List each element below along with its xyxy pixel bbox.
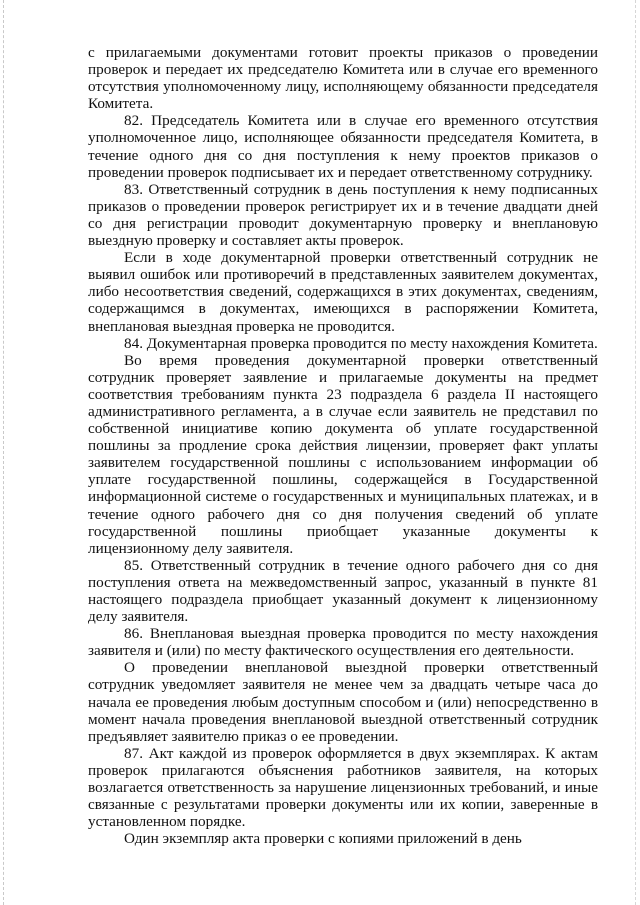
document-body <box>88 44 598 847</box>
paragraph-87: 87. Акт каждой из проверок оформляется в двух экземплярах. К актам проверок прилагаются объяснения работников заявителя, на которых возлагается ответственность за нарушение лицензионных требований, и иные связанные с результатами проверки документы или их копии, заверенные в установленном порядке. <box>88 744 598 831</box>
paragraph-87-continued: Один экземпляр акта проверки с копиями приложений в день <box>124 830 522 848</box>
paragraph-86-notice: О проведении внеплановой выездной проверки ответственный сотрудник уведомляет заявителя не менее чем за двадцать четыре часа до начала ее проведения любым доступным способом и (или) непосредственно в момент начала проведения внеплановой выездной ответственный сотрудник предъявляет заявителю приказ о ее проведении. <box>88 659 598 745</box>
scan-right-edge <box>635 0 637 905</box>
paragraph-83: 83. Ответственный сотрудник в день поступления к нему подписанных приказов о проведении проверок регистрирует их и в течение двадцати дней со дня регистрации проводит документарную проверку и внеплановую выездную проверку и составляет акты проверок. <box>88 180 598 250</box>
paragraph-82: 82. Председатель Комитета или в случае его временного отсутствия уполномоченное лицо, исполняющее обязанности председателя Комитета, в течение одного дня со дня поступления к нему проектов приказов о проведении проверок подписывает их и передает ответственному сотруднику. <box>88 112 598 181</box>
paragraph-84: 84. Документарная проверка проводится по месту нахождения Комитета. <box>124 334 598 352</box>
paragraph-86: 86. Внеплановая выездная проверка проводится по месту нахождения заявителя и (или) по месту фактического осуществления его деятельности. <box>88 625 598 660</box>
paragraph-83-note: Если в ходе документарной проверки ответственный сотрудник не выявил ошибок или противоречий в представленных заявителем документах, либо несоответствия сведений, содержащихся в этих документах, сведениям, содержащимся в документах, имеющихся в распоряжении Комитета, внеплановая выездная проверка не проводится. <box>88 249 598 335</box>
scan-left-edge <box>3 0 5 905</box>
paragraph-85: 85. Ответственный сотрудник в течение одного рабочего дня со дня поступления ответа на межведомственный запрос, указанный в пункте 81 настоящего подраздела приобщает указанный документ к лицензионному делу заявителя. <box>88 556 598 626</box>
paragraph-continuation: с прилагаемыми документами готовит проекты приказов о проведении проверок и передает их председателю Комитета или в случае его временного отсутствия уполномоченному лицу, исполняющему обязанности председателя Комитета. <box>88 44 598 113</box>
paragraph-84-details: Во время проведения документарной проверки ответственный сотрудник проверяет заявление и прилагаемые документы на предмет соответствия требованиям пункта 23 подраздела 6 раздела II настоящего административного регламента, а в случае если заявитель не представил по собственной инициативе копию документа об уплате государственной пошлины за продление срока действия лицензии, проверяет факт уплаты заявителем государственной пошлины с использованием информации об уплате государственной пошлины, содержащейся в Государственной информационной системе о государственных и муниципальных платежах, и в течение одного рабочего дня со дня получения сведений об уплате государственной пошлины приобщает указанные документы к лицензионному делу заявителя. <box>88 351 598 557</box>
